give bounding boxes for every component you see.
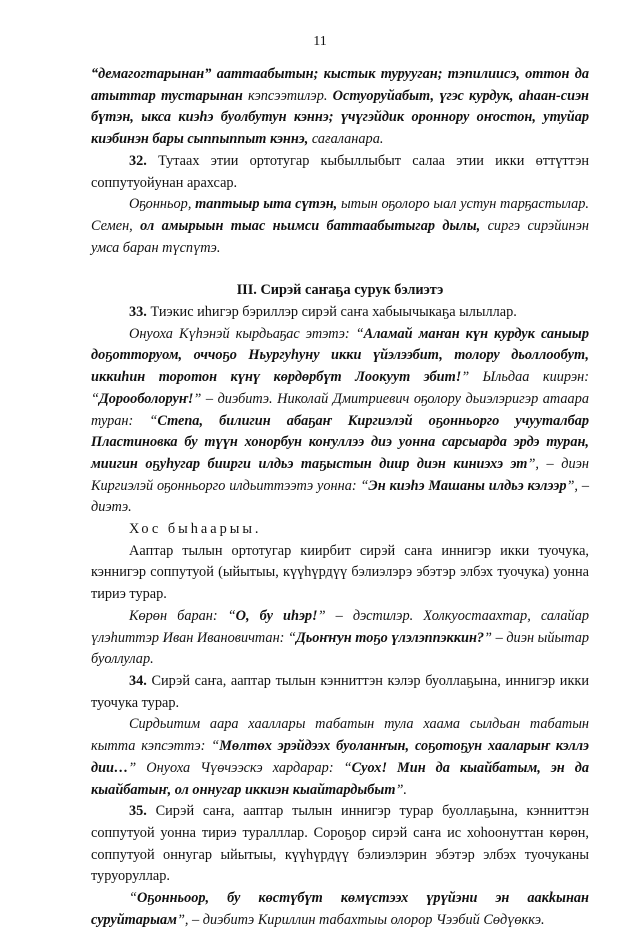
author-text: ”.	[395, 781, 408, 798]
note-text: Аaптар тылын ортотугар киирбит сирэй саҥа иннигэр икки туочука, кэннигэр соппутуой (ыйытыы, күүһүрдүү бэлиэлэрэ эбэтэр элбэх туочука) уонна тириэ турар.	[91, 542, 589, 603]
direct-speech: Дорооболоруҥ!	[98, 390, 194, 407]
emphasized-text: ол амырыын тыас ньимси баттаабытыгар дылы,	[140, 217, 481, 234]
author-text: кэпсээтилэр.	[242, 87, 333, 104]
author-text: ” Онуоха Чүөчээскэ хардарар: “	[128, 759, 352, 776]
author-text: ”, – диэн Киргиэлэй оҕонньорго илдьиттээтэ уонна: “	[91, 455, 589, 494]
author-text: Онуоха Күһэнэй кырдьаҕас этэтэ: “	[129, 325, 364, 342]
direct-speech: О, бу иһэр!	[235, 607, 318, 624]
example-note	[91, 606, 589, 671]
page-number: 11	[313, 34, 327, 49]
direct-speech: Степа, билигин абаҕаҥ Киргиэлэй оҕонньорго учууталбар Пластиновка бу түүн хонорбун коҥуллээ диэ уонна сарсыарда эрдэ туран, миигин оҕуһугар биирги илдьэ таҕыстын диир диэн киниэхэ эт	[91, 412, 589, 472]
direct-speech: Аламай маҥан күн курдук саныыр доҕотторуом, оччоҕо Ньургуһуну икки үйэлээбит, толору дьоллообут, иккиһин торотон күнү көрдөрбүт Лоокуут эбит!	[91, 325, 589, 386]
example-33	[91, 324, 589, 519]
direct-speech: Мөлтөх эрэйдээх буоланҥын, соҕотоҕун хааларыҥ кэллэ дии…	[91, 738, 589, 776]
rule-number: 32.	[129, 152, 147, 169]
emphasized-text: таптыыр ыта сүтэн,	[195, 196, 338, 213]
author-text: ” – диэн ыйытар буоллулар.	[91, 629, 589, 668]
page-body	[91, 64, 589, 931]
emphasized-text: Остуоруйабыт, үгэс курдук, аһаан-сиэн бүтэн, ыкса киэһэ буолбутун кэннэ; үчүгэйдик ороннору оҥостон, утуйар киэбинэн бары сыппыппыт кэннэ,	[91, 87, 589, 148]
author-text: ” Ыльдаа киирэн: “	[91, 369, 589, 407]
author-text: Көрөн баран: “	[129, 607, 236, 624]
rule-text: Тиэкис иһигэр бэриллэр сирэй саҥа хабыычыкаҕа ылыллар.	[146, 304, 517, 321]
paragraph-continuation	[91, 64, 589, 151]
direct-speech: Дьоҥҥун тоҕо үлэлэппэккин?	[295, 629, 485, 646]
author-text: ”, – диэтэ.	[91, 477, 590, 516]
direct-speech: Эн киэһэ Машаны илдьэ кэлээр	[368, 477, 567, 494]
rule-32	[91, 151, 589, 194]
rule-text: Сирэй саҥа, ааптар тылын иннигэр турар буоллаҕына, кэнниттэн соппутуой уонна тириэ туралллар. Сороҕор сирэй саҥа ис хоһоонуттан көрөн, соппутуой оннугар ыйытыы, күүһүрдүү бэлиэлэрин эбэтэр элбэх туочуканы туруоруллар.	[91, 803, 589, 885]
example-32	[91, 194, 589, 259]
emphasized-text: “демагогтарынан” ааттаабытын; кыстык турууган; тэпилиисэ, оттон да атыттар тустарынан	[91, 66, 589, 104]
example-35	[91, 888, 589, 931]
example-34	[91, 714, 589, 801]
direct-speech: Оҕонньоор, бу көстүбүт көмүстээх үрүйэни эн аакkынан суруйтарыам	[91, 890, 589, 928]
section-heading: III. Сирэй саҥаҕа сурук бэлиэтэ	[236, 282, 444, 299]
author-text: “	[129, 890, 137, 907]
rule-number: 33.	[129, 304, 147, 321]
author-text: сағаланара.	[308, 131, 384, 148]
author-text: ” – диэбитэ. Николай Дмитриевич оҕолору дьиэлэригэр атаара туран: “	[91, 390, 589, 429]
author-text: Сирдьитим аара хааллары табатын тула хаама сылдьан табатын кытта кэпсэттэ: “	[91, 716, 589, 755]
author-text: ”, – диэбитэ Кириллин табахтыы олорор Чээбий Сөдүөккэ.	[176, 911, 545, 928]
direct-speech: Суох! Мин да кыайбатым, эн да кыайбатыҥ, ол оннугар иккиэн кыайтардыбыт	[91, 759, 589, 798]
rule-number: 35.	[129, 803, 147, 820]
rule-text: Тутаах этии ортотугар кыбыллыбыт салаа этии икки өттүттэн соппутуойунан арахсар.	[91, 152, 589, 191]
note-label: Хос быһаарыы.	[129, 521, 262, 538]
rule-34	[91, 671, 589, 714]
author-text: ытын оҕолоро ыал устун тарҕастылар. Семен,	[91, 196, 589, 234]
author-text: сиргэ сирэйинэн умса баран түспүтэ.	[91, 217, 590, 256]
rule-33	[91, 302, 589, 324]
rule-35	[91, 801, 589, 888]
author-text: ” – дэстилэр. Холкуостаахтар, салайар үлэһиттэр Иван Ивановичтан: “	[91, 607, 590, 646]
author-text: Оҕонньор,	[129, 196, 196, 213]
rule-text: Сирэй саҥа, ааптар тылын кэнниттэн кэлэр буоллаҕына, иннигэр икки туочука турар.	[91, 672, 589, 711]
rule-number: 34.	[129, 672, 147, 689]
